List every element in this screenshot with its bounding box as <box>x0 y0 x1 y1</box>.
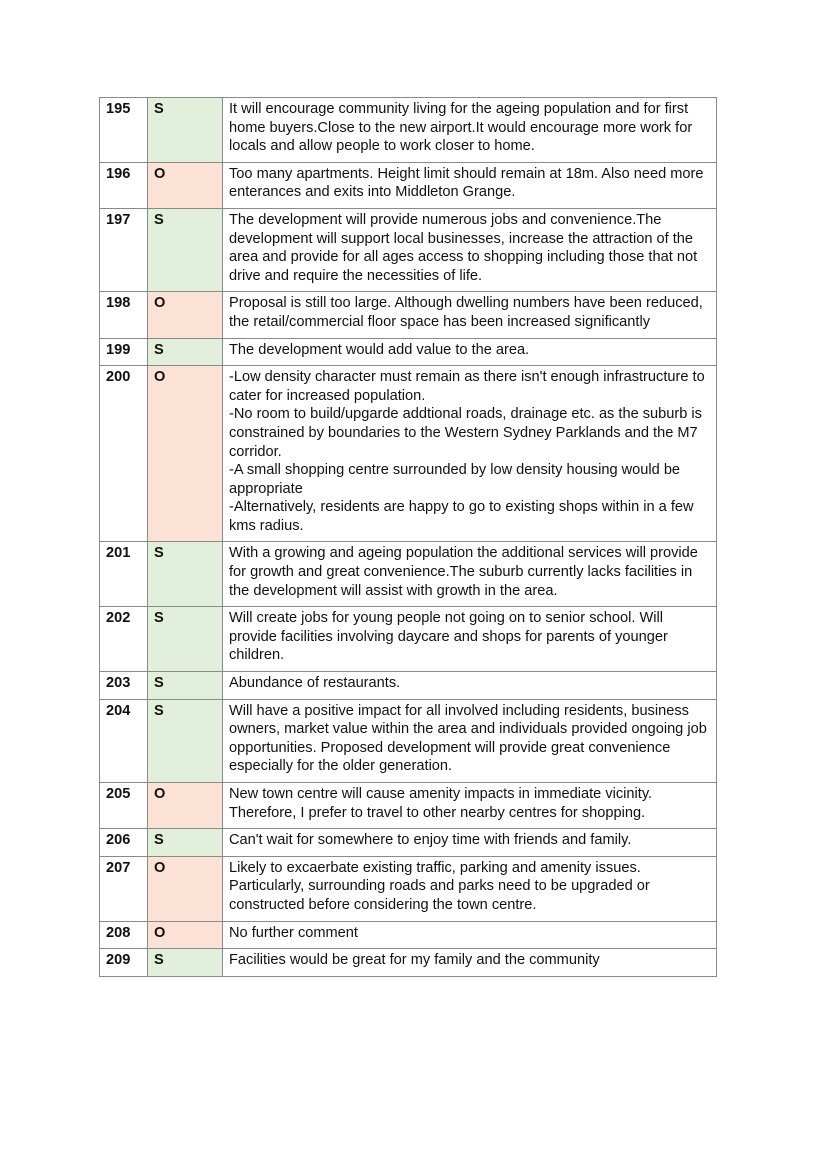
submission-comment <box>223 542 717 607</box>
submissions-table <box>99 97 717 977</box>
table-row <box>100 338 717 366</box>
comment-line: Can't wait for somewhere to enjoy time with friends and family. <box>229 832 632 849</box>
comment-line: No further comment <box>229 924 358 941</box>
submission-type: O <box>148 366 223 542</box>
submission-type: S <box>148 98 223 163</box>
comment-line: -Low density character must remain as there isn't enough infrastructure to cater for increased population. <box>229 369 705 404</box>
submission-number: 199 <box>100 338 148 366</box>
submission-number: 202 <box>100 607 148 672</box>
submission-comment <box>223 829 717 857</box>
submissions-table-body <box>100 98 717 977</box>
comment-line: Will have a positive impact for all involved including residents, business owners, market value within the area and individuals provided ongoing job opportunities. Proposed development will provide great convenience especially for the older generation. <box>229 702 707 775</box>
table-row <box>100 921 717 949</box>
comment-line: The development would add value to the area. <box>229 341 530 358</box>
submission-comment <box>223 208 717 291</box>
submission-type: S <box>148 699 223 782</box>
submission-number: 203 <box>100 672 148 700</box>
submission-number: 206 <box>100 829 148 857</box>
comment-line: Abundance of restaurants. <box>229 675 401 692</box>
submission-type: O <box>148 292 223 338</box>
submission-type: S <box>148 208 223 291</box>
comment-line: New town centre will cause amenity impacts in immediate vicinity. Therefore, I prefer to travel to other nearby centres for shopping. <box>229 786 653 821</box>
table-row <box>100 949 717 977</box>
submission-number: 207 <box>100 856 148 921</box>
submission-type: S <box>148 672 223 700</box>
comment-line: -A small shopping centre surrounded by low density housing would be appropriate <box>229 462 681 497</box>
submission-number: 200 <box>100 366 148 542</box>
submission-comment <box>223 949 717 977</box>
submission-comment <box>223 783 717 829</box>
table-row <box>100 856 717 921</box>
submission-type: S <box>148 607 223 672</box>
submission-comment <box>223 366 717 542</box>
comment-line: -Alternatively, residents are happy to go to existing shops within in a few kms radius. <box>229 499 694 534</box>
table-row <box>100 672 717 700</box>
submission-type: O <box>148 856 223 921</box>
table-row <box>100 208 717 291</box>
submission-type: O <box>148 783 223 829</box>
submission-type: S <box>148 829 223 857</box>
submission-comment <box>223 607 717 672</box>
submission-comment <box>223 921 717 949</box>
comment-line: Proposal is still too large. Although dwelling numbers have been reduced, the retail/commercial floor space has been increased significantly <box>229 295 703 330</box>
comment-line: Will create jobs for young people not going on to senior school. Will provide facilities involving daycare and shops for parents of younger children. <box>229 610 668 664</box>
submission-type: S <box>148 949 223 977</box>
table-row <box>100 98 717 163</box>
table-row <box>100 783 717 829</box>
table-row <box>100 699 717 782</box>
table-row <box>100 366 717 542</box>
submission-type: S <box>148 338 223 366</box>
submission-type: O <box>148 162 223 208</box>
submission-number: 196 <box>100 162 148 208</box>
submission-comment <box>223 338 717 366</box>
submission-comment <box>223 98 717 163</box>
comment-line: Likely to excaerbate existing traffic, parking and amenity issues. Particularly, surrounding roads and parks need to be upgraded or constructed before considering the town centre. <box>229 859 650 913</box>
submission-number: 204 <box>100 699 148 782</box>
table-row <box>100 607 717 672</box>
submission-comment <box>223 672 717 700</box>
comment-line: Too many apartments. Height limit should remain at 18m. Also need more enterances and exits into Middleton Grange. <box>229 165 704 201</box>
submission-number: 208 <box>100 921 148 949</box>
comment-line: Facilities would be great for my family and the community <box>229 952 600 969</box>
table-row <box>100 162 717 208</box>
submission-type: S <box>148 542 223 607</box>
comment-line: The development will provide numerous jobs and convenience.The development will support local businesses, increase the attraction of the area and provide for all ages access to shopping including those that not drive and require the necessities of life. <box>229 211 698 284</box>
submission-comment <box>223 292 717 338</box>
submission-number: 198 <box>100 292 148 338</box>
comment-line: It will encourage community living for the ageing population and for first home buyers.Close to the new airport.It would encourage more work for locals and allow people to work closer to home. <box>229 101 693 155</box>
submission-number: 201 <box>100 542 148 607</box>
submission-type: O <box>148 921 223 949</box>
submission-comment <box>223 162 717 208</box>
comment-line: With a growing and ageing population the additional services will provide for growth and great convenience.The suburb currently lacks facilities in the development will assist with growth in the area. <box>229 545 698 599</box>
submission-comment <box>223 699 717 782</box>
submission-number: 209 <box>100 949 148 977</box>
comment-line: -No room to build/upgarde addtional roads, drainage etc. as the suburb is constrained by boundaries to the Western Sydney Parklands and the M7 corridor. <box>229 406 702 460</box>
submission-number: 205 <box>100 783 148 829</box>
submission-comment <box>223 856 717 921</box>
submission-number: 197 <box>100 208 148 291</box>
table-row <box>100 542 717 607</box>
submission-number: 195 <box>100 98 148 163</box>
table-row <box>100 829 717 857</box>
table-row <box>100 292 717 338</box>
